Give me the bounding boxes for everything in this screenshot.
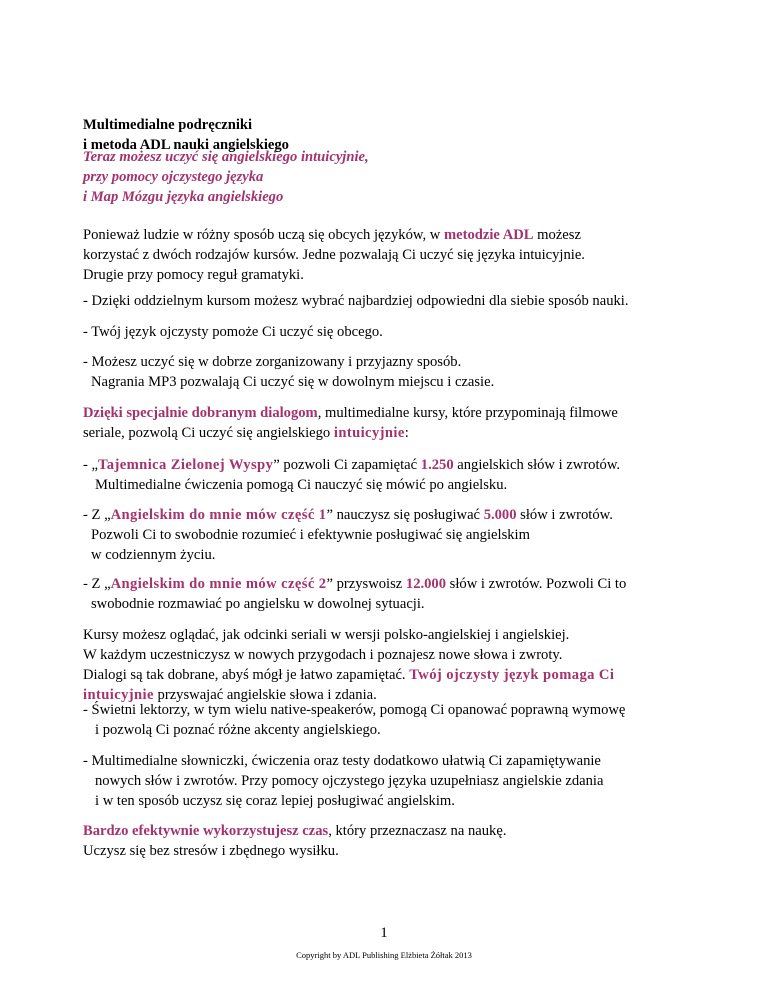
efficiency-highlight: Bardzo efektywnie wykorzystujesz czas (83, 823, 329, 839)
course-text: - Z „ (83, 576, 111, 592)
bullet-native-language (83, 322, 703, 342)
paragraph-text: przyswajać angielskie słowa i zdania. (153, 687, 377, 703)
bullet-text: - Świetni lektorzy, w tym wielu native-speakerów, pomogą Ci opanować poprawną wymowę (83, 702, 626, 718)
course-text: - „ (83, 457, 98, 473)
course-text: angielskich słów i zwrotów. (453, 457, 621, 473)
bullet-dictionaries (83, 751, 703, 811)
bullet-text: i w ten sposób uczysz się coraz lepiej posługiwać angielskim. (95, 793, 455, 809)
paragraph-text: Dialogi są tak dobrane, abyś mógł je łatwo zapamiętać. (83, 667, 410, 683)
page-number: 1 (380, 925, 388, 941)
paragraph-text: Kursy możesz oglądać, jak odcinki seriali w wersji polsko-angielskiej i angielskiej. (83, 627, 570, 643)
course-text: słów i zwrotów. (516, 507, 613, 523)
course-text: ” nauczysz się posługiwać (326, 507, 484, 523)
copyright-notice: Copyright by ADL Publishing Elżbieta Żółtak 2013 (296, 950, 472, 960)
word-count: 12.000 (405, 576, 447, 592)
course-text: Multimedialne ćwiczenia pomogą Ci nauczyć się mówić po angielsku. (95, 477, 508, 493)
closing-text: , który przeznaczasz na naukę. (328, 823, 507, 839)
word-count: 1.250 (420, 457, 454, 473)
dialogs-text: : (404, 425, 409, 441)
dialogs-paragraph (83, 403, 703, 443)
intro-paragraph (83, 225, 703, 285)
bullet-text: - Dzięki oddzielnym kursom możesz wybrać najbardziej odpowiedni dla siebie sposób nauki. (83, 293, 629, 309)
bullet-text: nowych słów i zwrotów. Przy pomocy ojczystego języka uzupełniasz angielskie zdania (95, 773, 604, 789)
bullet-text: - Możesz uczyć się w dobrze zorganizowany i przyjazny sposób. (83, 354, 462, 370)
course-name: Angielskim do mnie mów część 2 (110, 576, 327, 592)
course-text: swobodnie rozmawiać po angielsku w dowolnej sytuacji. (91, 596, 425, 612)
paragraph-text: W każdym uczestniczysz w nowych przygodach i poznajesz nowe słowa i zwroty. (83, 647, 563, 663)
intro-text: Drugie przy pomocy reguł gramatyki. (83, 267, 304, 283)
bullet-text: i pozwolą Ci poznać różne akcenty angielskiego. (95, 722, 381, 738)
bullet-lectors (83, 700, 703, 740)
intuitive-highlight: intuicyjnie (333, 425, 405, 441)
course-text: - Z „ (83, 507, 111, 523)
title-line: i metoda ADL nauki angielskiego (83, 137, 289, 153)
closing-paragraph (83, 821, 703, 861)
course-text: Pozwoli Ci to swobodnie rozumieć i efektywnie posługiwać się angielskim (91, 527, 530, 543)
document-subtitle (83, 147, 703, 207)
intro-text: korzystać z dwóch rodzajów kursów. Jedne pozwalają Ci uczyć się języka intuicyjnie. (83, 247, 585, 263)
course-text: słów i zwrotów. Pozwoli Ci to (446, 576, 627, 592)
course-name: Tajemnica Zielonej Wyspy (98, 457, 274, 473)
bullet-organized (83, 352, 703, 392)
word-count: 5.000 (483, 507, 517, 523)
subtitle-line: przy pomocy ojczystego języka (83, 169, 264, 185)
course-name: Angielskim do mnie mów część 1 (110, 507, 327, 523)
adl-method-highlight: metodzie ADL (443, 227, 534, 243)
dialogs-text: seriale, pozwolą Ci uczyć się angielskiego (83, 425, 334, 441)
subtitle-line: Teraz możesz uczyć się angielskiego intuicyjnie, (83, 149, 369, 165)
course-part-1 (83, 505, 703, 565)
bullet-separate-courses (83, 291, 703, 311)
courses-paragraph (83, 625, 703, 705)
title-line: Multimedialne podręczniki (83, 117, 253, 133)
closing-text: Uczysz się bez stresów i zbędnego wysiłku. (83, 843, 339, 859)
dialogs-text: , multimedialne kursy, które przypominają filmowe (317, 405, 618, 421)
subtitle-line: i Map Mózgu języka angielskiego (83, 189, 284, 205)
intuitive-highlight: intuicyjnie (83, 687, 154, 703)
course-green-island (83, 455, 703, 495)
intro-text: Ponieważ ludzie w różny sposób uczą się obcych języków, w (83, 227, 444, 243)
dialogs-highlight: Dzięki specjalnie dobranym dialogom (83, 405, 318, 421)
course-text: ” przyswoisz (326, 576, 406, 592)
bullet-text: - Twój język ojczysty pomoże Ci uczyć się obcego. (83, 324, 383, 340)
bullet-text: - Multimedialne słowniczki, ćwiczenia oraz testy dodatkowo ułatwią Ci zapamiętywanie (83, 753, 601, 769)
course-part-2 (83, 574, 703, 614)
native-language-highlight: Twój ojczysty język pomaga Ci (409, 667, 615, 683)
bullet-text: Nagrania MP3 pozwalają Ci uczyć się w dowolnym miejscu i czasie. (91, 374, 495, 390)
course-text: ” pozwoli Ci zapamiętać (273, 457, 421, 473)
course-text: w codziennym życiu. (91, 547, 216, 563)
intro-text: możesz (533, 227, 581, 243)
